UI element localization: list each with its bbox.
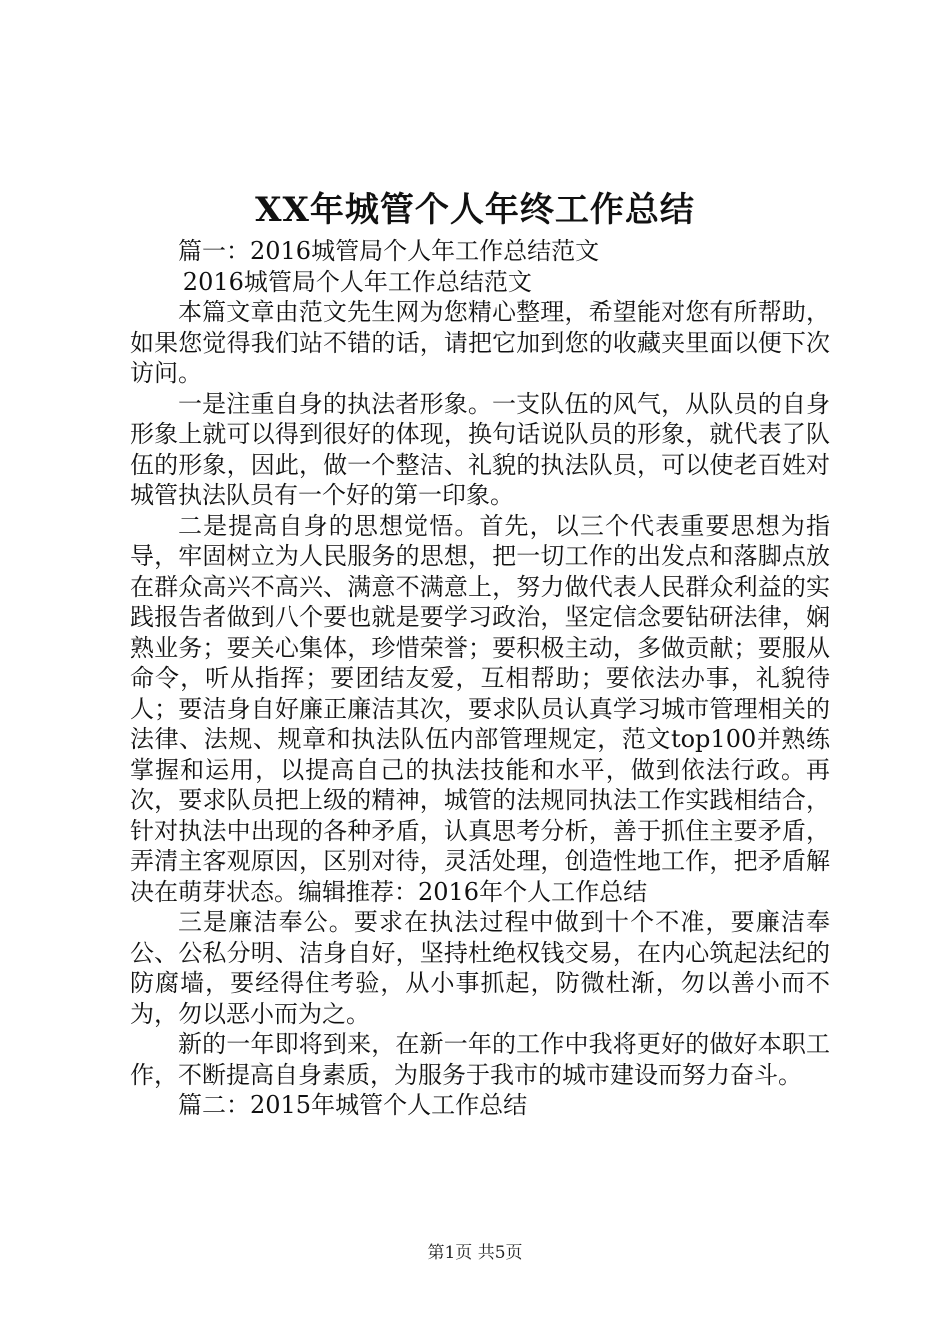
paragraph-point-2: 二是提高自身的思想觉悟。首先，以三个代表重要思想为指导，牢固树立为人民服务的思想，把一切工作的出发点和落脚点放在群众高兴不高兴、满意不满意上，努力做代表人民群众利益的实践报告者做到八个要也就是要学习政治，坚定信念要钻研法律，娴熟业务；要关心集体，珍惜荣誉；要积极主动，多做贡献；要服从命令，听从指挥；要团结友爱，互相帮助；要依法办事，礼貌待人；要洁身自好廉正廉洁其次，要求队员认真学习城市管理相关的法律、法规、规章和执法队伍内部管理规定，范文top100并熟练掌握和运用，以提高自己的执法技能和水平，做到依法行政。再次，要求队员把上级的精神，城管的法规同执法工作实践相结合，针对执法中出现的各种矛盾，认真思考分析，善于抓住主要矛盾，弄清主客观原因，区别对待，灵活处理，创造性地工作，把矛盾解决在萌芽状态。编辑推荐：2016年个人工作总结 bbox=[130, 511, 830, 906]
paragraph-subtitle: 2016城管局个人年工作总结范文 bbox=[182, 267, 532, 296]
paragraph-section-heading-1: 篇一：2016城管局个人年工作总结范文 bbox=[178, 237, 600, 265]
page-number-footer: 第1页 共5页 bbox=[427, 1243, 523, 1263]
paragraph-section-heading-2: 篇二：2015年城管个人工作总结 bbox=[178, 1091, 528, 1119]
document-body bbox=[130, 236, 830, 1121]
paragraph-conclusion: 新的一年即将到来，在新一年的工作中我将更好的做好本职工作，不断提高自身素质，为服务于我市的城市建设而努力奋斗。 bbox=[130, 1030, 830, 1089]
paragraph-point-3: 三是廉洁奉公。要求在执法过程中做到十个不准，要廉洁奉公、公私分明、洁身自好，坚持杜绝权钱交易，在内心筑起法纪的防腐墙，要经得住考验，从小事抓起，防微杜渐，勿以善小而不为，勿以恶小而为之。 bbox=[130, 908, 830, 1028]
paragraph-intro: 本篇文章由范文先生网为您精心整理，希望能对您有所帮助，如果您觉得我们站不错的话，请把它加到您的收藏夹里面以便下次访问。 bbox=[130, 298, 830, 387]
paragraph-point-1: 一是注重自身的执法者形象。一支队伍的风气，从队员的自身形象上就可以得到很好的体现，换句话说队员的形象，就代表了队伍的形象，因此，做一个整洁、礼貌的执法队员，可以使老百姓对城管执法队员有一个好的第一印象。 bbox=[130, 389, 830, 509]
document-title: XX年城管个人年终工作总结 bbox=[255, 190, 695, 230]
